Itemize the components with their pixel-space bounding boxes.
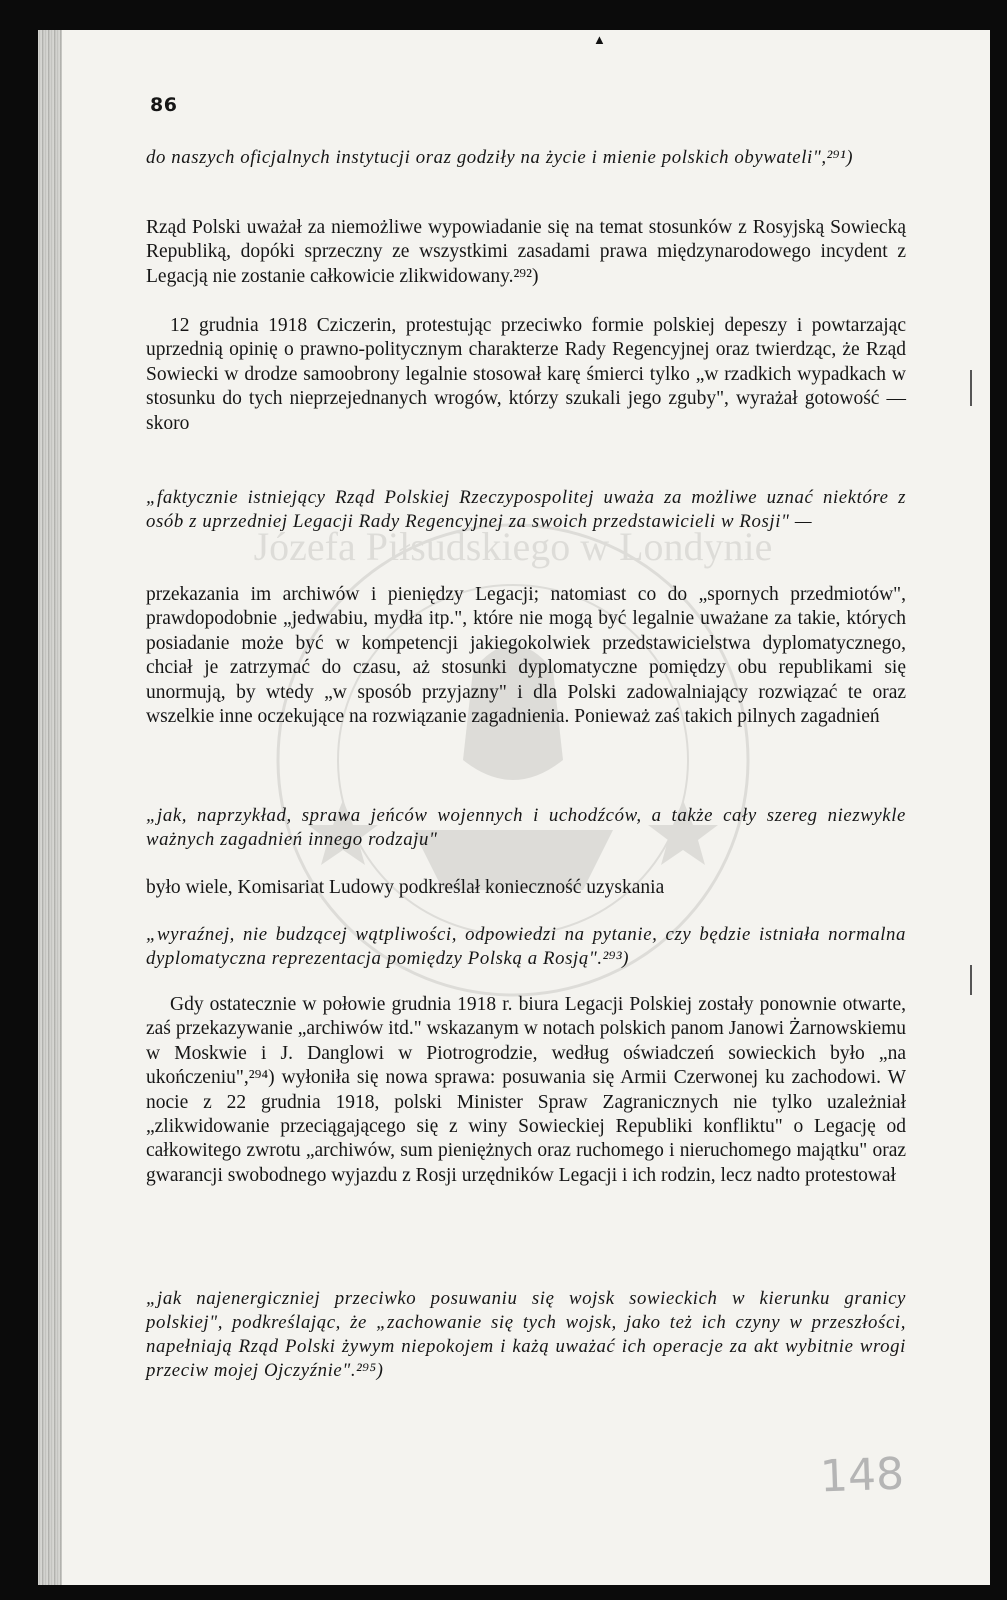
quote-diplomatic-representation: „wyraźnej, nie budzącej wątpliwości, odpowiedzi na pytanie, czy będzie istniała normalna dyplomatyczna reprezentacja pomiędzy Polską a Rosją".²⁹³) (146, 924, 906, 969)
paragraph-commissariat: było wiele, Komisariat Ludowy podkreślał konieczność uzyskania (146, 877, 665, 898)
quote-soviet-troops-protest: „jak najenergiczniej przeciwko posuwaniu się wojsk sowieckich w kierunku granicy polskiej", podkreślając, że „zachowanie się tych wojsk, jako też ich czyny w przeszłości, napełniają Rząd Polski żywym niepokojem i każą uważać ich operacje za akt wybitnie wrogi przeciw mojej Ojczyźnie".²⁹⁵) (146, 1288, 906, 1381)
margin-mark (970, 370, 972, 406)
quote-polish-government: „faktycznie istniejący Rząd Polskiej Rzeczypospolitej uważa za możliwe uznać niektóre z osób z uprzedniej Legacji Rady Regencyjnej za swoich przedstawicieli w Rosji" — (146, 487, 906, 532)
paragraph-government-position: Rząd Polski uważał za niemożliwe wypowiadanie się na temat stosunków z Rosyjską Sowiecką Republiką, dopóki sprzeczny ze wszystkimi zasadami prawa międzynarodowego incydent z Legacją nie zostanie całkowicie zlikwidowany.²⁹²) (146, 217, 906, 287)
margin-mark (970, 965, 972, 995)
handwritten-archive-number: 148 (819, 1448, 905, 1503)
page-binding-edge (38, 30, 62, 1585)
top-mark: ▲ (593, 32, 606, 47)
quote-continuation: do naszych oficjalnych instytucji oraz godziły na życie i mienie polskich obywateli",²⁹¹) (146, 147, 854, 168)
paragraph-legation-reopened: Gdy ostatecznie w połowie grudnia 1918 r. biura Legacji Polskiej zostały ponownie otwarte, zaś przekazywanie „archiwów itd." wskazanym w notach polskich panom Janowi Żarnowskiemu w Moskwie i J. Danglowi w Piotrogrodzie, według oświadczeń sowieckich było „na ukończeniu",²⁹⁴) wyłoniła się nowa sprawa: posuwania się Armii Czerwonej ku zachodowi. W nocie z 22 grudnia 1918, polski Minister Spraw Zagranicznych nie tylko uzależniał „zlikwidowanie przeciągającego się z winy Sowieckiej Republiki konfliktu" o Legację od całkowitego zwrotu „archiwów, sum pieniężnych oraz ruchomego i nieruchomego majątku" oraz gwarancji swobodnego wyjazdu z Rosji urzędników Legacji i ich rodzin, lecz nadto protestował (146, 994, 906, 1186)
quote-prisoners-refugees: „jak, naprzykład, sprawa jeńców wojennych i uchodźców, a także cały szereg niezwykle ważnych zagadnień innego rodzaju" (146, 805, 906, 850)
watermark-text: Józefa Piłsudskiego w Londynie (253, 524, 773, 569)
page-number: 86 (150, 94, 178, 116)
paragraph-archives-transfer: przekazania im archiwów i pieniędzy Legacji; natomiast co do „spornych przedmiotów", prawdopodobnie „jedwabiu, mydła itp.", które nie mogą być legalnie uważane za takie, których posiadanie może być w kompetencji jakiegokolwiek przedstawicielstwa dyplomatycznego, chciał je zatrzymać do czasu, aż stosunki dyplomatyczne pomiędzy obu republikami się unormują, by wtedy „w sposób przyjazny" i dla Polski zadowalniający rozwiązać te oraz wszelkie inne oczekujące na rozwiązanie zagadnienia. Ponieważ zaś takich pilnych zagadnień (146, 584, 906, 728)
book-page (38, 30, 990, 1585)
paragraph-cziczerin-protest: 12 grudnia 1918 Cziczerin, protestując przeciwko formie polskiej depeszy i powtarzając uprzednią opinię o prawno-politycznym charakterze Rady Regencyjnej oraz twierdząc, że Rząd Sowiecki w drodze samoobrony legalnie stosował karę śmierci tylko „w rzadkich wypadkach w stosunku do tych nieprzejednanych wrogów, którzy szukali jego zguby", wyrażał gotowość — skoro (146, 315, 906, 434)
